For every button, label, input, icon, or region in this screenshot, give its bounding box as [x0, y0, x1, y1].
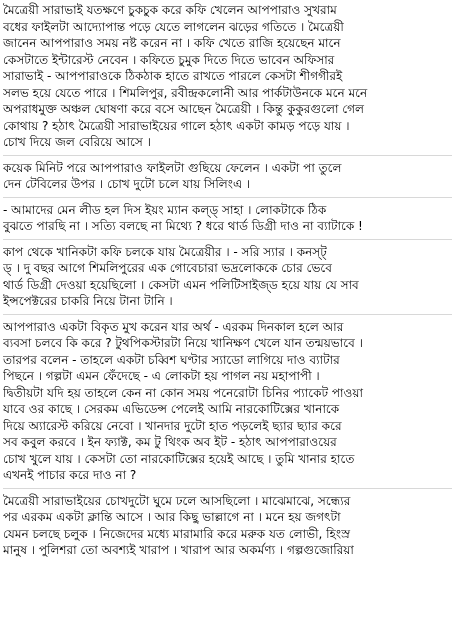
text-line: পর এরকম একটা ক্লান্তি আসে । আর কিছু ভাল্লাগে না । মনে হয় জগৎটা	[3, 510, 341, 524]
paragraph-2	[3, 160, 452, 193]
paragraph-divider	[3, 314, 452, 315]
text-line: চোখ খুলে যায় । কেসটা তো নারকোটিক্সের হয়েই আছে । তুমি খানার হাতে	[3, 451, 355, 466]
text-line: দ্বিতীয়টা যদি হয় তাহলে কেন না কোন সময় পনেরোটা চিনির প্যাকেট পাওয়া	[3, 385, 363, 400]
text-line: অপরাধমুক্ত অঞ্চল ঘোষণা করে বসে আছেন মৈত্রেয়ী । কিন্তু কুকুরগুলো গেল	[3, 102, 364, 116]
text-line: থার্ড ডিগ্রী দেওয়া হয়েছিলো । কেসটা এমন পলিটিসাইজ্‌ড হয়ে যায় যে সাব	[3, 277, 359, 292]
text-line: পিছনে । গল্পটা এমন ফেঁদেছে - এ লোকটা হয় পাগল নয় মহাপাপী ।	[3, 369, 320, 383]
paragraph-divider	[3, 239, 452, 240]
text-line: বুঝতে পারছি না । সত্যি বলছে না মিথ্যে ? ধরে থার্ড ডিগ্রী দাও না ব্যাটাকে !	[3, 219, 363, 233]
text-line: আপপারাও একটা বিকৃত মুখ করেন যার অর্থ - এরকম দিনকাল হলে আর	[3, 319, 344, 334]
paragraph-4	[3, 244, 452, 310]
text-line: জানেন আপপারাও সময় নষ্ট করেন না । কফি খেতে রাজি হয়েছেন মানে	[3, 36, 341, 50]
paragraph-divider	[3, 197, 452, 198]
text-line: কেসটাতে ইন্টারেস্ট নেবেন । কফিতে চুমুক দিতে দিতে ভাবেন অফিসার	[3, 52, 335, 67]
text-line: মানুষ । পুলিশরা তো অবশ্যই খারাপ । খারাপ আর অকর্মণ্য । গল্পগুজোরিয়া	[3, 543, 354, 557]
text-line: বধের ফাইলটা আদ্যোপান্ত পড়ে যেতে লাগলেন ঝড়ের গতিতে । মৈত্রেয়ী	[3, 19, 344, 34]
paragraph-divider	[3, 155, 452, 156]
text-line: ড্ । দু বছর আগে শিমলিপুরের এক গোবেচারা ভদ্রলোককে চোর ভেবে	[3, 261, 332, 275]
text-line: - আমাদের মেন লীড হল দিস ইয়ং ম্যান কল্ড্‌ সাহা । লোকটাকে ঠিক	[3, 202, 327, 217]
paragraph-divider	[3, 488, 452, 489]
text-line: যাবে ওর কাছে । সেরকম এভিডেন্স পেলেই আমি নারকোটিক্সের খানাকে	[3, 402, 340, 416]
text-line: সারাভাই - আপপারাওকে ঠিকঠাক হাতে রাখতে পারলে কেসটা শীগগীরই	[3, 69, 343, 83]
text-line: দিয়ে অ্যারেস্ট করিয়ে নেবো । খানদার দুটো হাত পড়লেই ছ্যার ছ্যার করে	[3, 418, 342, 433]
paragraph-1	[3, 2, 452, 151]
text-line: মৈত্রেয়ী সারাভাই যতক্ষণে চুকচুক করে কফি খেলেন আপপারাও সুখরাম	[3, 3, 337, 17]
text-line: কাপ থেকে খানিকটা কফি চলকে যায় মৈত্রেয়ীর । - সরি স্যার । কনস্ট্	[3, 244, 327, 259]
text-line: কয়েক মিনিট পরে আপপারাও ফাইলটা গুছিয়ে ফেলেন । একটা পা তুলে	[3, 160, 342, 175]
text-line: মৈত্রেয়ী সারাভাইয়ের চোখদুটো ঘুমে ঢলে আসছিলো । মাঝেমাঝে, সন্ধ্যের	[3, 493, 351, 508]
text-line: এখনই পাচার করে দাও না ?	[3, 468, 137, 482]
text-line: সলভ হয়ে যেতে পারে । শিমলিপুর, রবীন্দ্রকলোনী আর পার্কটাউনকে মনে মনে	[3, 85, 368, 100]
text-line: ইন্সপেক্টরের চাকরি নিয়ে টানা টানি ।	[3, 294, 173, 308]
text-line: দেন টেবিলের উপর । চোখ দুটো চলে যায় সিলিংএ ।	[3, 177, 251, 191]
text-line: সব কবুল করবে । ইন ফ্যাক্ট, কম টু থিংক অব ইট - হঠাৎ আপপারাওয়ের	[3, 435, 337, 449]
text-line: কোথায় ? হঠাৎ মৈত্রেয়ী সারাভাইয়ের গালে হঠাৎ একটা কামড় পড়ে যায় ।	[3, 118, 350, 133]
paragraph-5	[3, 319, 452, 484]
text-line: যেমন চলছে চলুক । নিজেদের মধ্যে মারামারি করে মরুক যত লোভী, হিংস্র	[3, 526, 350, 541]
text-line: ব্যবসা চলবে কি করে ? টুথপিকস্টারটা নিয়ে খানিক্ষণ খেলে যান তন্ময়ভাবে ।	[3, 336, 363, 350]
text-line: চোখ দিয়ে জল বেরিয়ে আসে ।	[3, 135, 151, 149]
text-line: তারপর বলেন - তাহলে একটা চব্বিশ ঘণ্টার স্যাডো লাগিয়ে দাও ব্যাটার	[3, 352, 340, 367]
paragraph-6	[3, 493, 452, 559]
paragraph-3	[3, 202, 452, 235]
